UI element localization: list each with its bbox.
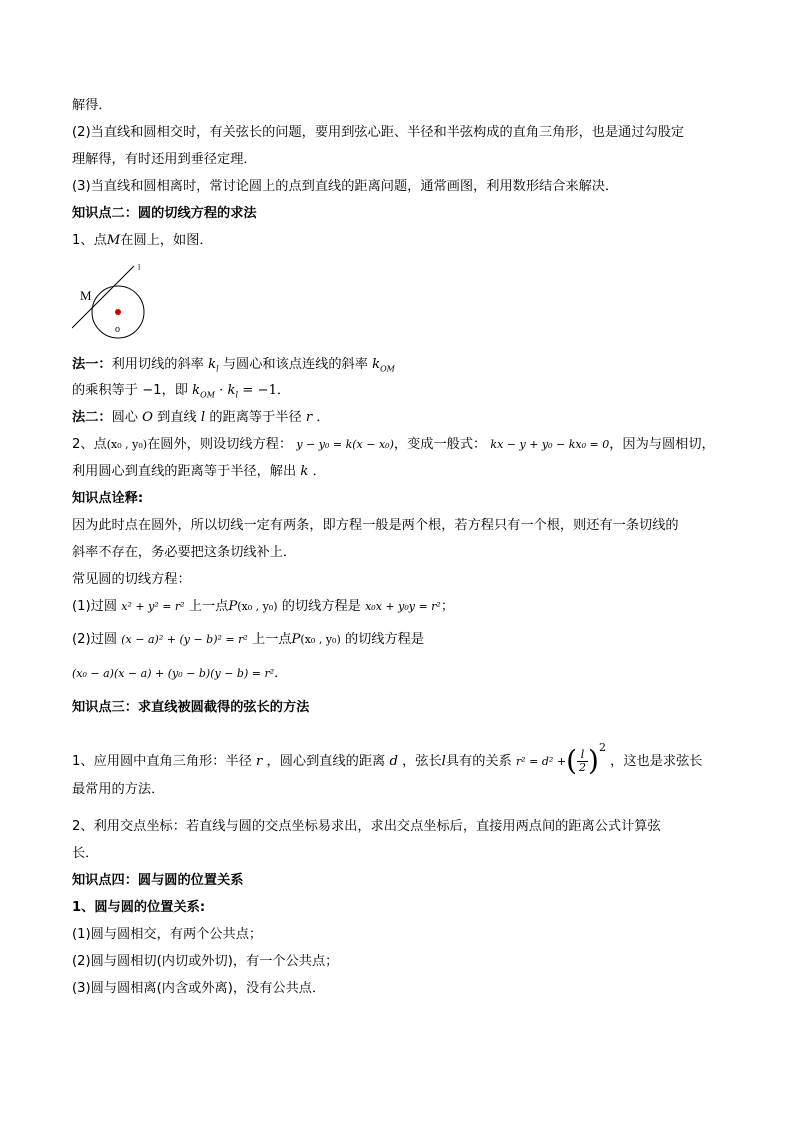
para-solve: 解得．	[72, 98, 112, 113]
circle-relation-title: 1、圆与圆的位置关系:	[72, 900, 206, 915]
tangent-figure	[72, 260, 162, 340]
method-one-line1: 法一：利用切线的斜率 $k_l$ 与圆心和该点连线的斜率 $k_{OM}$	[72, 357, 395, 374]
note-line2: 斜率不存在，务必要把这条切线补上．	[72, 545, 297, 560]
label-l: l	[138, 263, 141, 272]
item-point-outside-line2: 利用圆心到直线的距离等于半径，解出 k ．	[72, 464, 326, 479]
heading-point-three: 知识点三：求直线被圆截得的弦长的方法	[72, 700, 310, 715]
label-o: o	[115, 324, 120, 335]
para-intersect-line2: 理解得，有时还用到垂径定理．	[72, 152, 257, 167]
chord-method-two-line2: 长．	[72, 846, 99, 861]
heading-point-four: 知识点四：圆与圆的位置关系	[72, 873, 244, 888]
note-line1: 因为此时点在圆外，所以切线一定有两条，即方程一般是两个根，若方程只有一个根，则还有一条切线的	[72, 518, 679, 533]
circle-relation-three: (3)圆与圆相离(内含或外离)，没有公共点．	[72, 981, 326, 996]
item-point-outside-line1: 2、点(x₀ , y₀)在圆外，则设切线方程： y − y₀ = k(x − x₀)，变成一般式： kx − y + y₀ − kx₀ = 0，因为与圆相切，	[72, 437, 715, 452]
chord-method-one-line2: 最常用的方法．	[72, 782, 165, 797]
heading-point-two: 知识点二：圆的切线方程的求法	[72, 206, 257, 221]
para-separate: (3)当直线和圆相离时，常讨论圆上的点到直线的距离问题，通常画图，利用数形结合来解决．	[72, 179, 619, 194]
method-one-line2: 的乘积等于 −1，即 $k_{OM} \cdot k_l = -1$．	[72, 383, 291, 400]
tangent-case-two: (2)过圆 (x − a)² + (y − b)² = r² 上一点P(x₀ , y₀) 的切线方程是	[72, 632, 425, 647]
heading-note: 知识点诠释:	[72, 491, 144, 506]
fraction-l-over-2: $\frac{l}{2}$	[579, 747, 586, 774]
tangent-case-two-formula: (x₀ − a)(x − a) + (y₀ − b)(y − b) = r²．	[72, 666, 288, 681]
chord-method-one-line1: 1、应用圆中直角三角形：半径 r ，圆心到直线的距离 d ，弦长l具有的关系 r² = d² +( $\frac{l}{2}$ )$^2$ ，这也是求弦长	[72, 741, 703, 777]
circle-relation-two: (2)圆与圆相切(内切或外切)，有一个公共点；	[72, 954, 339, 969]
tangent-case-one: (1)过圆 x² + y² = r² 上一点P(x₀ , y₀) 的切线方程是 x₀x + y₀y = r²；	[72, 599, 455, 614]
label-m: M	[80, 288, 92, 303]
method-two: 法二：圆心 O 到直线 l 的距离等于半径 r ．	[72, 410, 330, 425]
item-point-on-circle: 1、点M在圆上，如图．	[72, 233, 213, 248]
chord-method-two-line1: 2、利用交点坐标：若直线与圆的交点坐标易求出，求出交点坐标后，直接用两点间的距离公式计算弦	[72, 819, 661, 834]
common-tangent-title: 常见圆的切线方程：	[72, 572, 191, 587]
center-dot	[115, 309, 121, 315]
para-intersect-line1: (2)当直线和圆相交时，有关弦长的问题，要用到弦心距、半径和半弦构成的直角三角形，也是通过勾股定	[72, 125, 685, 140]
circle-relation-one: (1)圆与圆相交，有两个公共点；	[72, 927, 263, 942]
